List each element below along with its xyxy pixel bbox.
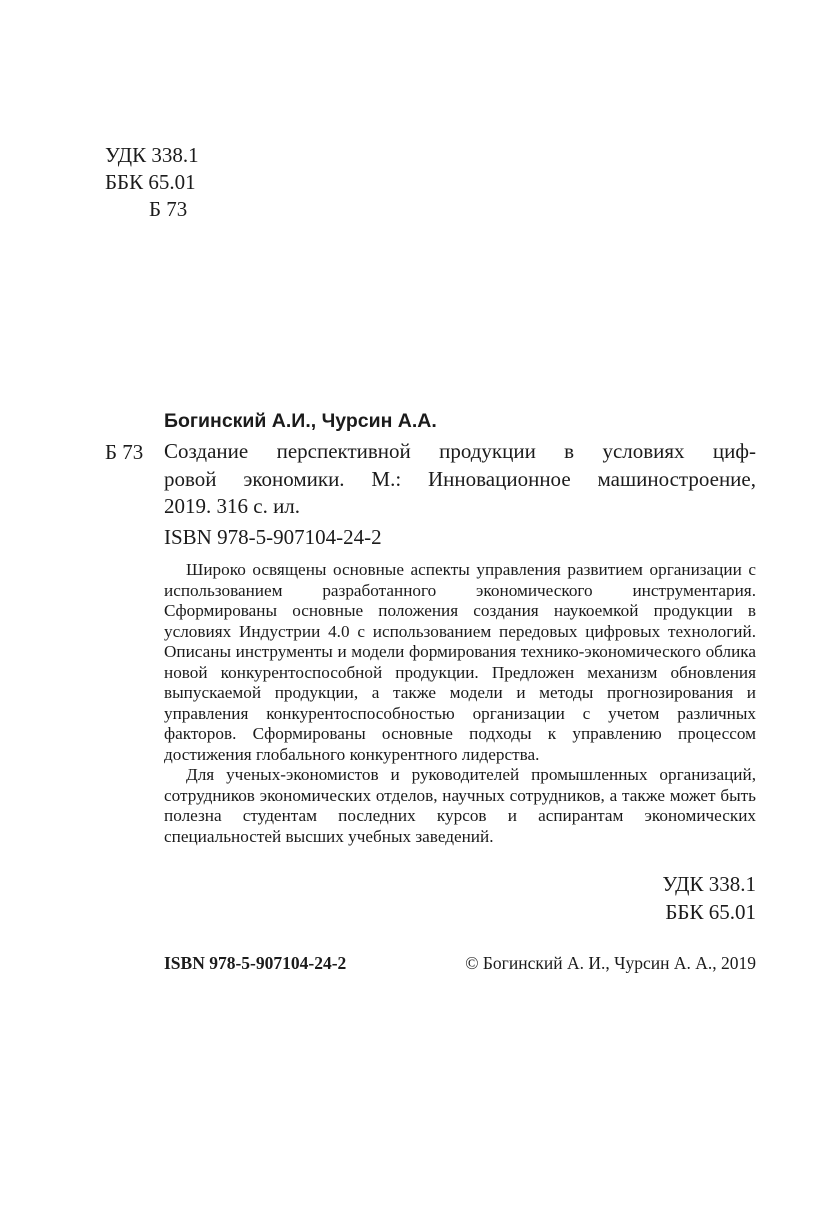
copyright-notice: © Богинский А. И., Чурсин А. А., 2019 (465, 953, 756, 973)
footer-classification-codes (662, 870, 756, 926)
bibliographic-description (164, 438, 756, 521)
udk-code: УДК 338.1 (105, 143, 199, 167)
udk-code: УДК 338.1 (662, 872, 756, 896)
authors-heading: Богинский А.И., Чурсин А.А. (164, 410, 437, 432)
footer-isbn: ISBN 978-5-907104-24-2 (164, 953, 347, 973)
header-classification-codes (105, 142, 199, 223)
record-author-mark: Б 73 (105, 440, 144, 464)
author-mark: Б 73 (149, 197, 188, 221)
abstract (164, 560, 756, 847)
abstract-paragraph: Широко освящены основные аспекты управления развитием организации с использованием разработанного экономического инструментария. Сформированы основные положения создания наукоемкой продукции в условиях Индустрии 4.0 с использованием передовых цифровых технологий. Описаны инструменты и модели формирования технико-экономического облика новой конкурентоспособной продукции. Предложен механизм обновления выпускаемой продукции, а также модели и методы прогнозирования и управления конкурентоспособностью организации с учетом различных факторов. Сформированы основные подходы к управлению процессом достижения глобального конкурентного лидерства. (164, 560, 756, 764)
title-line: ровой экономики. М.: Инновационное машиностроение, (164, 466, 756, 491)
title-line: Создание перспективной продукции в условиях циф- (164, 439, 756, 463)
isbn-line: ISBN 978-5-907104-24-2 (164, 525, 382, 549)
bbk-code: ББК 65.01 (105, 170, 196, 194)
abstract-paragraph: Для ученых-экономистов и руководителей промышленных организаций, сотрудников экономических отделов, научных сотрудников, а также может быть полезна студентам последних курсов и аспирантам экономических специальностей высших учебных заведений. (164, 765, 756, 846)
title-line: 2019. 316 с. ил. (164, 494, 301, 518)
bbk-code: ББК 65.01 (665, 900, 756, 924)
